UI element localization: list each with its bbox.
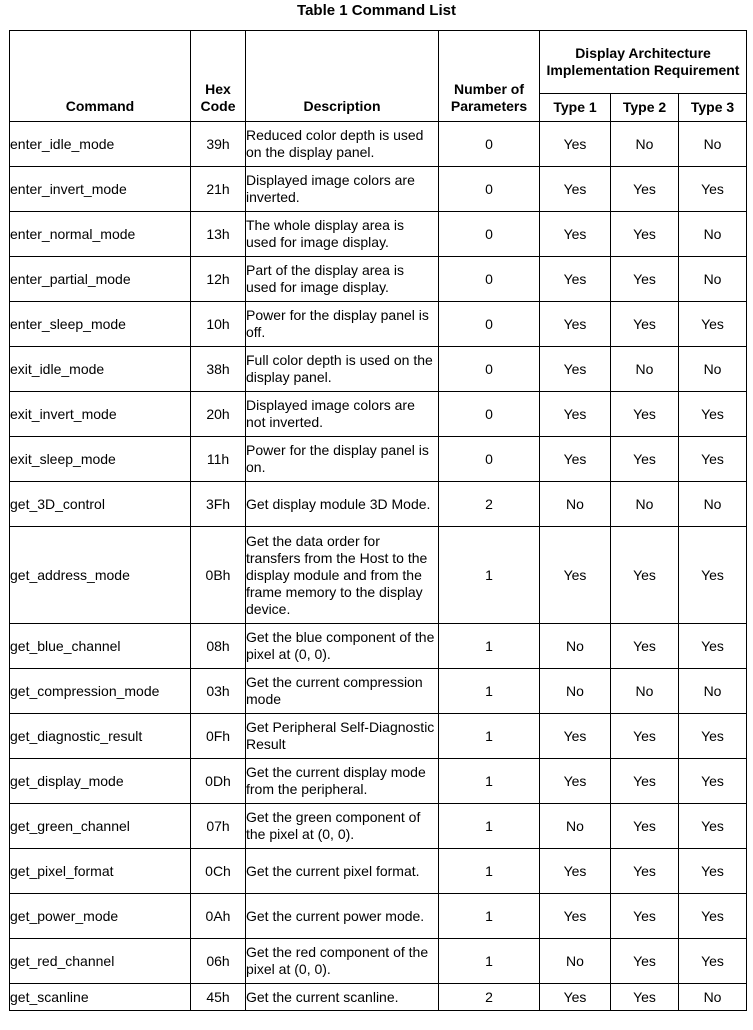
cell-type-1: No bbox=[540, 804, 611, 849]
cell-number-of-parameters: 1 bbox=[439, 669, 540, 714]
cell-number-of-parameters: 1 bbox=[439, 804, 540, 849]
cell-hex-code: 20h bbox=[191, 392, 246, 437]
header-display-architecture: Display Architecture Implementation Requirement bbox=[540, 31, 747, 94]
cell-type-1: Yes bbox=[540, 167, 611, 212]
table-row bbox=[10, 669, 747, 714]
cell-type-1: No bbox=[540, 624, 611, 669]
cell-command: get_display_mode bbox=[10, 759, 191, 804]
table-row bbox=[10, 347, 747, 392]
cell-command: get_power_mode bbox=[10, 894, 191, 939]
cell-number-of-parameters: 1 bbox=[439, 759, 540, 804]
cell-hex-code: 0Ch bbox=[191, 849, 246, 894]
header-type-1: Type 1 bbox=[540, 94, 611, 122]
cell-hex-code: 13h bbox=[191, 212, 246, 257]
cell-command: enter_sleep_mode bbox=[10, 302, 191, 347]
header-type-3: Type 3 bbox=[679, 94, 747, 122]
cell-type-2: Yes bbox=[611, 257, 679, 302]
cell-command: get_compression_mode bbox=[10, 669, 191, 714]
cell-hex-code: 3Fh bbox=[191, 482, 246, 527]
cell-description: Get the current pixel format. bbox=[246, 849, 439, 894]
cell-type-2: Yes bbox=[611, 392, 679, 437]
cell-command: enter_idle_mode bbox=[10, 122, 191, 167]
cell-description: Get the current power mode. bbox=[246, 894, 439, 939]
cell-command: exit_sleep_mode bbox=[10, 437, 191, 482]
cell-type-3: Yes bbox=[679, 894, 747, 939]
cell-hex-code: 0Fh bbox=[191, 714, 246, 759]
cell-type-3: Yes bbox=[679, 437, 747, 482]
cell-type-2: Yes bbox=[611, 167, 679, 212]
cell-type-1: Yes bbox=[540, 437, 611, 482]
cell-description: Power for the display panel is off. bbox=[246, 302, 439, 347]
cell-description: Get the current display mode from the peripheral. bbox=[246, 759, 439, 804]
cell-type-2: Yes bbox=[611, 714, 679, 759]
cell-type-3: No bbox=[679, 212, 747, 257]
cell-type-2: No bbox=[611, 347, 679, 392]
table-row bbox=[10, 894, 747, 939]
cell-number-of-parameters: 1 bbox=[439, 714, 540, 759]
cell-description: Get the red component of the pixel at (0, 0). bbox=[246, 939, 439, 984]
cell-type-3: No bbox=[679, 482, 747, 527]
cell-type-2: Yes bbox=[611, 302, 679, 347]
table-row bbox=[10, 122, 747, 167]
cell-number-of-parameters: 0 bbox=[439, 347, 540, 392]
table-row bbox=[10, 984, 747, 1011]
table-row bbox=[10, 527, 747, 624]
cell-type-1: Yes bbox=[540, 759, 611, 804]
table-title: Table 1 Command List bbox=[297, 2, 456, 19]
cell-type-1: No bbox=[540, 482, 611, 527]
table-row bbox=[10, 257, 747, 302]
table-row bbox=[10, 939, 747, 984]
cell-hex-code: 0Dh bbox=[191, 759, 246, 804]
cell-hex-code: 0Bh bbox=[191, 527, 246, 624]
cell-type-3: No bbox=[679, 669, 747, 714]
cell-number-of-parameters: 0 bbox=[439, 122, 540, 167]
cell-type-1: Yes bbox=[540, 984, 611, 1011]
cell-type-3: Yes bbox=[679, 302, 747, 347]
cell-type-1: Yes bbox=[540, 122, 611, 167]
cell-description: Get the current compression mode bbox=[246, 669, 439, 714]
cell-hex-code: 08h bbox=[191, 624, 246, 669]
cell-number-of-parameters: 0 bbox=[439, 167, 540, 212]
cell-command: get_blue_channel bbox=[10, 624, 191, 669]
cell-type-1: Yes bbox=[540, 849, 611, 894]
table-row bbox=[10, 212, 747, 257]
table-row bbox=[10, 167, 747, 212]
cell-description: Reduced color depth is used on the display panel. bbox=[246, 122, 439, 167]
cell-type-2: Yes bbox=[611, 759, 679, 804]
table-row bbox=[10, 849, 747, 894]
cell-type-3: No bbox=[679, 347, 747, 392]
cell-type-1: Yes bbox=[540, 257, 611, 302]
table-row bbox=[10, 482, 747, 527]
cell-type-1: Yes bbox=[540, 212, 611, 257]
cell-command: exit_idle_mode bbox=[10, 347, 191, 392]
table-body bbox=[10, 122, 747, 1011]
cell-type-2: Yes bbox=[611, 804, 679, 849]
cell-command: get_red_channel bbox=[10, 939, 191, 984]
cell-command: get_green_channel bbox=[10, 804, 191, 849]
cell-type-1: Yes bbox=[540, 302, 611, 347]
cell-hex-code: 38h bbox=[191, 347, 246, 392]
cell-command: get_3D_control bbox=[10, 482, 191, 527]
cell-type-3: Yes bbox=[679, 939, 747, 984]
cell-type-2: Yes bbox=[611, 624, 679, 669]
header-command: Command bbox=[10, 31, 191, 122]
cell-number-of-parameters: 1 bbox=[439, 624, 540, 669]
cell-hex-code: 06h bbox=[191, 939, 246, 984]
cell-type-1: Yes bbox=[540, 894, 611, 939]
cell-command: get_address_mode bbox=[10, 527, 191, 624]
cell-type-2: Yes bbox=[611, 849, 679, 894]
cell-type-1: Yes bbox=[540, 392, 611, 437]
cell-type-3: No bbox=[679, 122, 747, 167]
cell-command: get_pixel_format bbox=[10, 849, 191, 894]
cell-type-3: Yes bbox=[679, 804, 747, 849]
cell-command: get_scanline bbox=[10, 984, 191, 1011]
table-row bbox=[10, 302, 747, 347]
cell-command: exit_invert_mode bbox=[10, 392, 191, 437]
cell-description: Get the blue component of the pixel at (0, 0). bbox=[246, 624, 439, 669]
cell-command: enter_normal_mode bbox=[10, 212, 191, 257]
cell-type-2: No bbox=[611, 669, 679, 714]
cell-type-2: No bbox=[611, 122, 679, 167]
cell-type-3: Yes bbox=[679, 624, 747, 669]
table-row bbox=[10, 392, 747, 437]
cell-number-of-parameters: 2 bbox=[439, 984, 540, 1011]
cell-description: The whole display area is used for image display. bbox=[246, 212, 439, 257]
cell-type-2: Yes bbox=[611, 437, 679, 482]
cell-type-3: Yes bbox=[679, 392, 747, 437]
table-row bbox=[10, 714, 747, 759]
table-row bbox=[10, 804, 747, 849]
cell-command: enter_partial_mode bbox=[10, 257, 191, 302]
cell-type-3: Yes bbox=[679, 167, 747, 212]
cell-command: enter_invert_mode bbox=[10, 167, 191, 212]
cell-hex-code: 07h bbox=[191, 804, 246, 849]
header-type-2: Type 2 bbox=[611, 94, 679, 122]
table-row bbox=[10, 437, 747, 482]
cell-type-2: Yes bbox=[611, 212, 679, 257]
cell-number-of-parameters: 1 bbox=[439, 527, 540, 624]
cell-number-of-parameters: 1 bbox=[439, 939, 540, 984]
cell-hex-code: 12h bbox=[191, 257, 246, 302]
cell-description: Get the current scanline. bbox=[246, 984, 439, 1011]
cell-description: Get the green component of the pixel at (0, 0). bbox=[246, 804, 439, 849]
cell-description: Displayed image colors are not inverted. bbox=[246, 392, 439, 437]
cell-type-3: Yes bbox=[679, 527, 747, 624]
cell-number-of-parameters: 0 bbox=[439, 257, 540, 302]
cell-hex-code: 21h bbox=[191, 167, 246, 212]
cell-type-2: Yes bbox=[611, 939, 679, 984]
cell-description: Part of the display area is used for image display. bbox=[246, 257, 439, 302]
cell-type-3: Yes bbox=[679, 759, 747, 804]
cell-hex-code: 11h bbox=[191, 437, 246, 482]
cell-hex-code: 45h bbox=[191, 984, 246, 1011]
table-header bbox=[10, 31, 747, 122]
cell-hex-code: 39h bbox=[191, 122, 246, 167]
table-row bbox=[10, 759, 747, 804]
cell-description: Full color depth is used on the display panel. bbox=[246, 347, 439, 392]
header-number-of-parameters: Number of Parameters bbox=[439, 31, 540, 122]
cell-type-3: Yes bbox=[679, 849, 747, 894]
cell-number-of-parameters: 0 bbox=[439, 392, 540, 437]
cell-type-1: Yes bbox=[540, 347, 611, 392]
cell-number-of-parameters: 1 bbox=[439, 894, 540, 939]
cell-type-2: Yes bbox=[611, 984, 679, 1011]
cell-type-1: Yes bbox=[540, 714, 611, 759]
cell-type-2: Yes bbox=[611, 894, 679, 939]
cell-hex-code: 0Ah bbox=[191, 894, 246, 939]
cell-type-3: No bbox=[679, 984, 747, 1011]
cell-number-of-parameters: 2 bbox=[439, 482, 540, 527]
cell-type-2: No bbox=[611, 482, 679, 527]
cell-type-2: Yes bbox=[611, 527, 679, 624]
header-description: Description bbox=[246, 31, 439, 122]
cell-command: get_diagnostic_result bbox=[10, 714, 191, 759]
cell-number-of-parameters: 0 bbox=[439, 212, 540, 257]
cell-description: Get Peripheral Self-Diagnostic Result bbox=[246, 714, 439, 759]
cell-number-of-parameters: 0 bbox=[439, 437, 540, 482]
cell-description: Power for the display panel is on. bbox=[246, 437, 439, 482]
cell-number-of-parameters: 1 bbox=[439, 849, 540, 894]
cell-number-of-parameters: 0 bbox=[439, 302, 540, 347]
table-row bbox=[10, 624, 747, 669]
cell-type-1: Yes bbox=[540, 527, 611, 624]
cell-hex-code: 10h bbox=[191, 302, 246, 347]
cell-type-3: No bbox=[679, 257, 747, 302]
cell-type-3: Yes bbox=[679, 714, 747, 759]
header-hex-code: Hex Code bbox=[191, 31, 246, 122]
cell-description: Get the data order for transfers from the Host to the display module and from the frame memory to the display device. bbox=[246, 527, 439, 624]
command-table bbox=[9, 30, 747, 1011]
cell-hex-code: 03h bbox=[191, 669, 246, 714]
cell-description: Displayed image colors are inverted. bbox=[246, 167, 439, 212]
cell-description: Get display module 3D Mode. bbox=[246, 482, 439, 527]
cell-type-1: No bbox=[540, 939, 611, 984]
cell-type-1: No bbox=[540, 669, 611, 714]
